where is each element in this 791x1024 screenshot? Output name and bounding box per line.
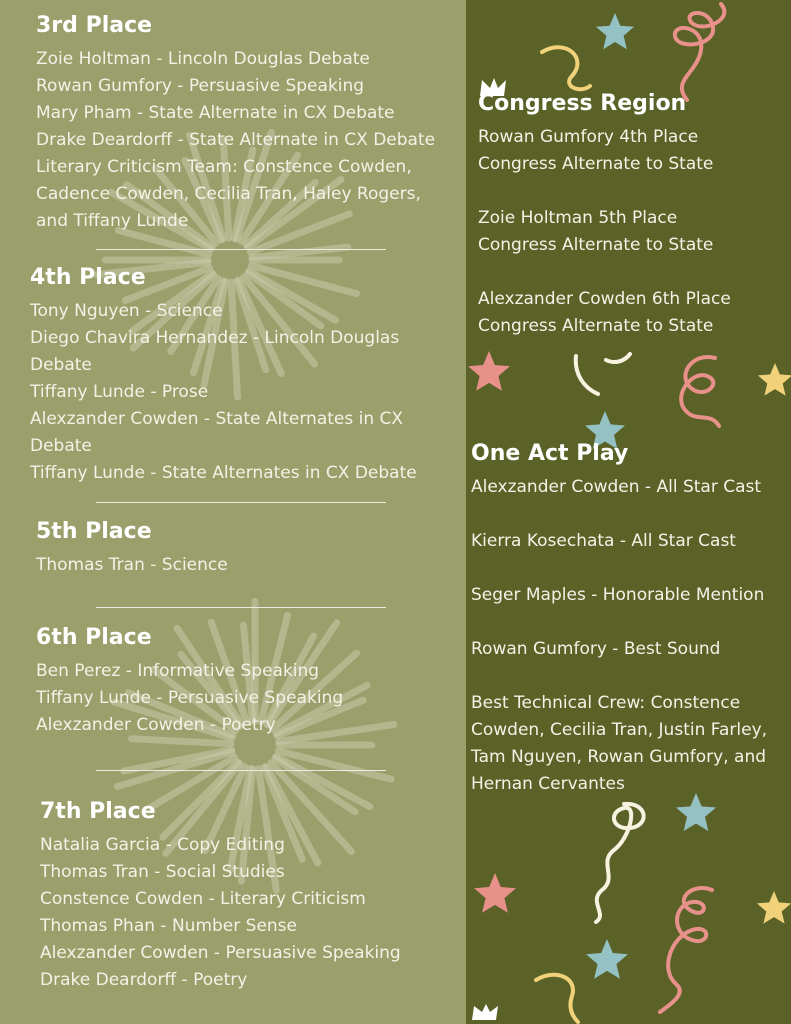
list-item: Hernan Cervantes <box>471 774 625 794</box>
section-heading: 6th Place <box>36 625 152 650</box>
section-divider <box>96 502 386 503</box>
section-heading: 4th Place <box>30 265 146 290</box>
section-4th-place <box>30 264 417 487</box>
right-panel <box>466 0 791 1024</box>
list-item: and Tiffany Lunde <box>36 211 189 231</box>
list-item: Constence Cowden - Literary Criticism <box>40 889 366 909</box>
list-item: Seger Maples - Honorable Mention <box>471 585 765 605</box>
list-item: Literary Criticism Team: Constence Cowden, <box>36 157 412 177</box>
list-item: Rowan Gumfory 4th Place <box>478 127 699 147</box>
section-7th-place <box>40 798 401 994</box>
section-divider <box>96 249 386 250</box>
section-5th-place <box>36 518 228 579</box>
list-item: Tiffany Lunde - State Alternates in CX Debate <box>30 463 417 483</box>
list-item: Tiffany Lunde - Prose <box>30 382 209 402</box>
section-heading: 3rd Place <box>36 13 153 38</box>
list-item: Thomas Tran - Science <box>36 555 228 575</box>
list-item: Drake Deardorff - Poetry <box>40 970 248 990</box>
list-item: Diego Chavira Hernandez - Lincoln Douglas <box>30 328 400 348</box>
star-icon <box>584 938 630 984</box>
list-item: Kierra Kosechata - All Star Cast <box>471 531 736 551</box>
list-item: Cowden, Cecilia Tran, Justin Farley, <box>471 720 768 740</box>
section-divider <box>96 770 386 771</box>
list-item: Rowan Gumfory - Persuasive Speaking <box>36 76 365 96</box>
list-item: Zoie Holtman - Lincoln Douglas Debate <box>36 49 370 69</box>
list-item: Ben Perez - Informative Speaking <box>36 661 320 681</box>
list-item: Drake Deardorff - State Alternate in CX Debate <box>36 130 436 150</box>
list-item: Congress Alternate to State <box>478 154 714 174</box>
list-item: Mary Pham - State Alternate in CX Debate <box>36 103 395 123</box>
star-icon <box>756 362 791 400</box>
star-icon <box>755 890 791 928</box>
crown-icon <box>470 1000 500 1024</box>
section-heading: 7th Place <box>40 799 156 824</box>
streamer-icon <box>528 964 588 1024</box>
list-item: Natalia Garcia - Copy Editing <box>40 835 285 855</box>
list-item: Rowan Gumfory - Best Sound <box>471 639 721 659</box>
list-item: Tam Nguyen, Rowan Gumfory, and <box>471 747 767 767</box>
list-item: Debate <box>30 355 92 375</box>
list-item: Alexzander Cowden - Poetry <box>36 715 276 735</box>
list-item: Alexzander Cowden - All Star Cast <box>471 477 762 497</box>
list-item: Thomas Phan - Number Sense <box>40 916 297 936</box>
list-item: Congress Alternate to State <box>478 316 714 336</box>
list-item: Debate <box>30 436 92 456</box>
list-item: Thomas Tran - Social Studies <box>40 862 285 882</box>
section-heading: Congress Region <box>478 91 687 116</box>
streamer-icon <box>661 352 731 442</box>
section-heading: One Act Play <box>471 441 629 466</box>
star-icon <box>674 792 718 836</box>
list-item: Alexzander Cowden 6th Place <box>478 289 731 309</box>
list-item: Zoie Holtman 5th Place <box>478 208 678 228</box>
section-congress-region <box>478 90 731 340</box>
section-heading: 5th Place <box>36 519 152 544</box>
streamer-icon <box>578 798 658 928</box>
section-divider <box>96 607 386 608</box>
list-item: Tony Nguyen - Science <box>30 301 223 321</box>
star-icon <box>466 350 512 396</box>
list-item: Congress Alternate to State <box>478 235 714 255</box>
section-3rd-place <box>36 12 435 235</box>
section-one-act-play <box>471 440 767 798</box>
section-6th-place <box>36 624 343 739</box>
star-icon <box>594 12 636 54</box>
streamer-icon <box>652 880 732 1020</box>
list-item: Alexzander Cowden - State Alternates in CX <box>30 409 404 429</box>
star-icon <box>472 872 518 918</box>
list-item: Best Technical Crew: Constence <box>471 693 741 713</box>
list-item: Tiffany Lunde - Persuasive Speaking <box>36 688 344 708</box>
streamer-icon <box>566 350 636 400</box>
list-item: Alexzander Cowden - Persuasive Speaking <box>40 943 401 963</box>
list-item: Cadence Cowden, Cecilia Tran, Haley Rogers, <box>36 184 421 204</box>
streamer-icon <box>536 38 596 98</box>
